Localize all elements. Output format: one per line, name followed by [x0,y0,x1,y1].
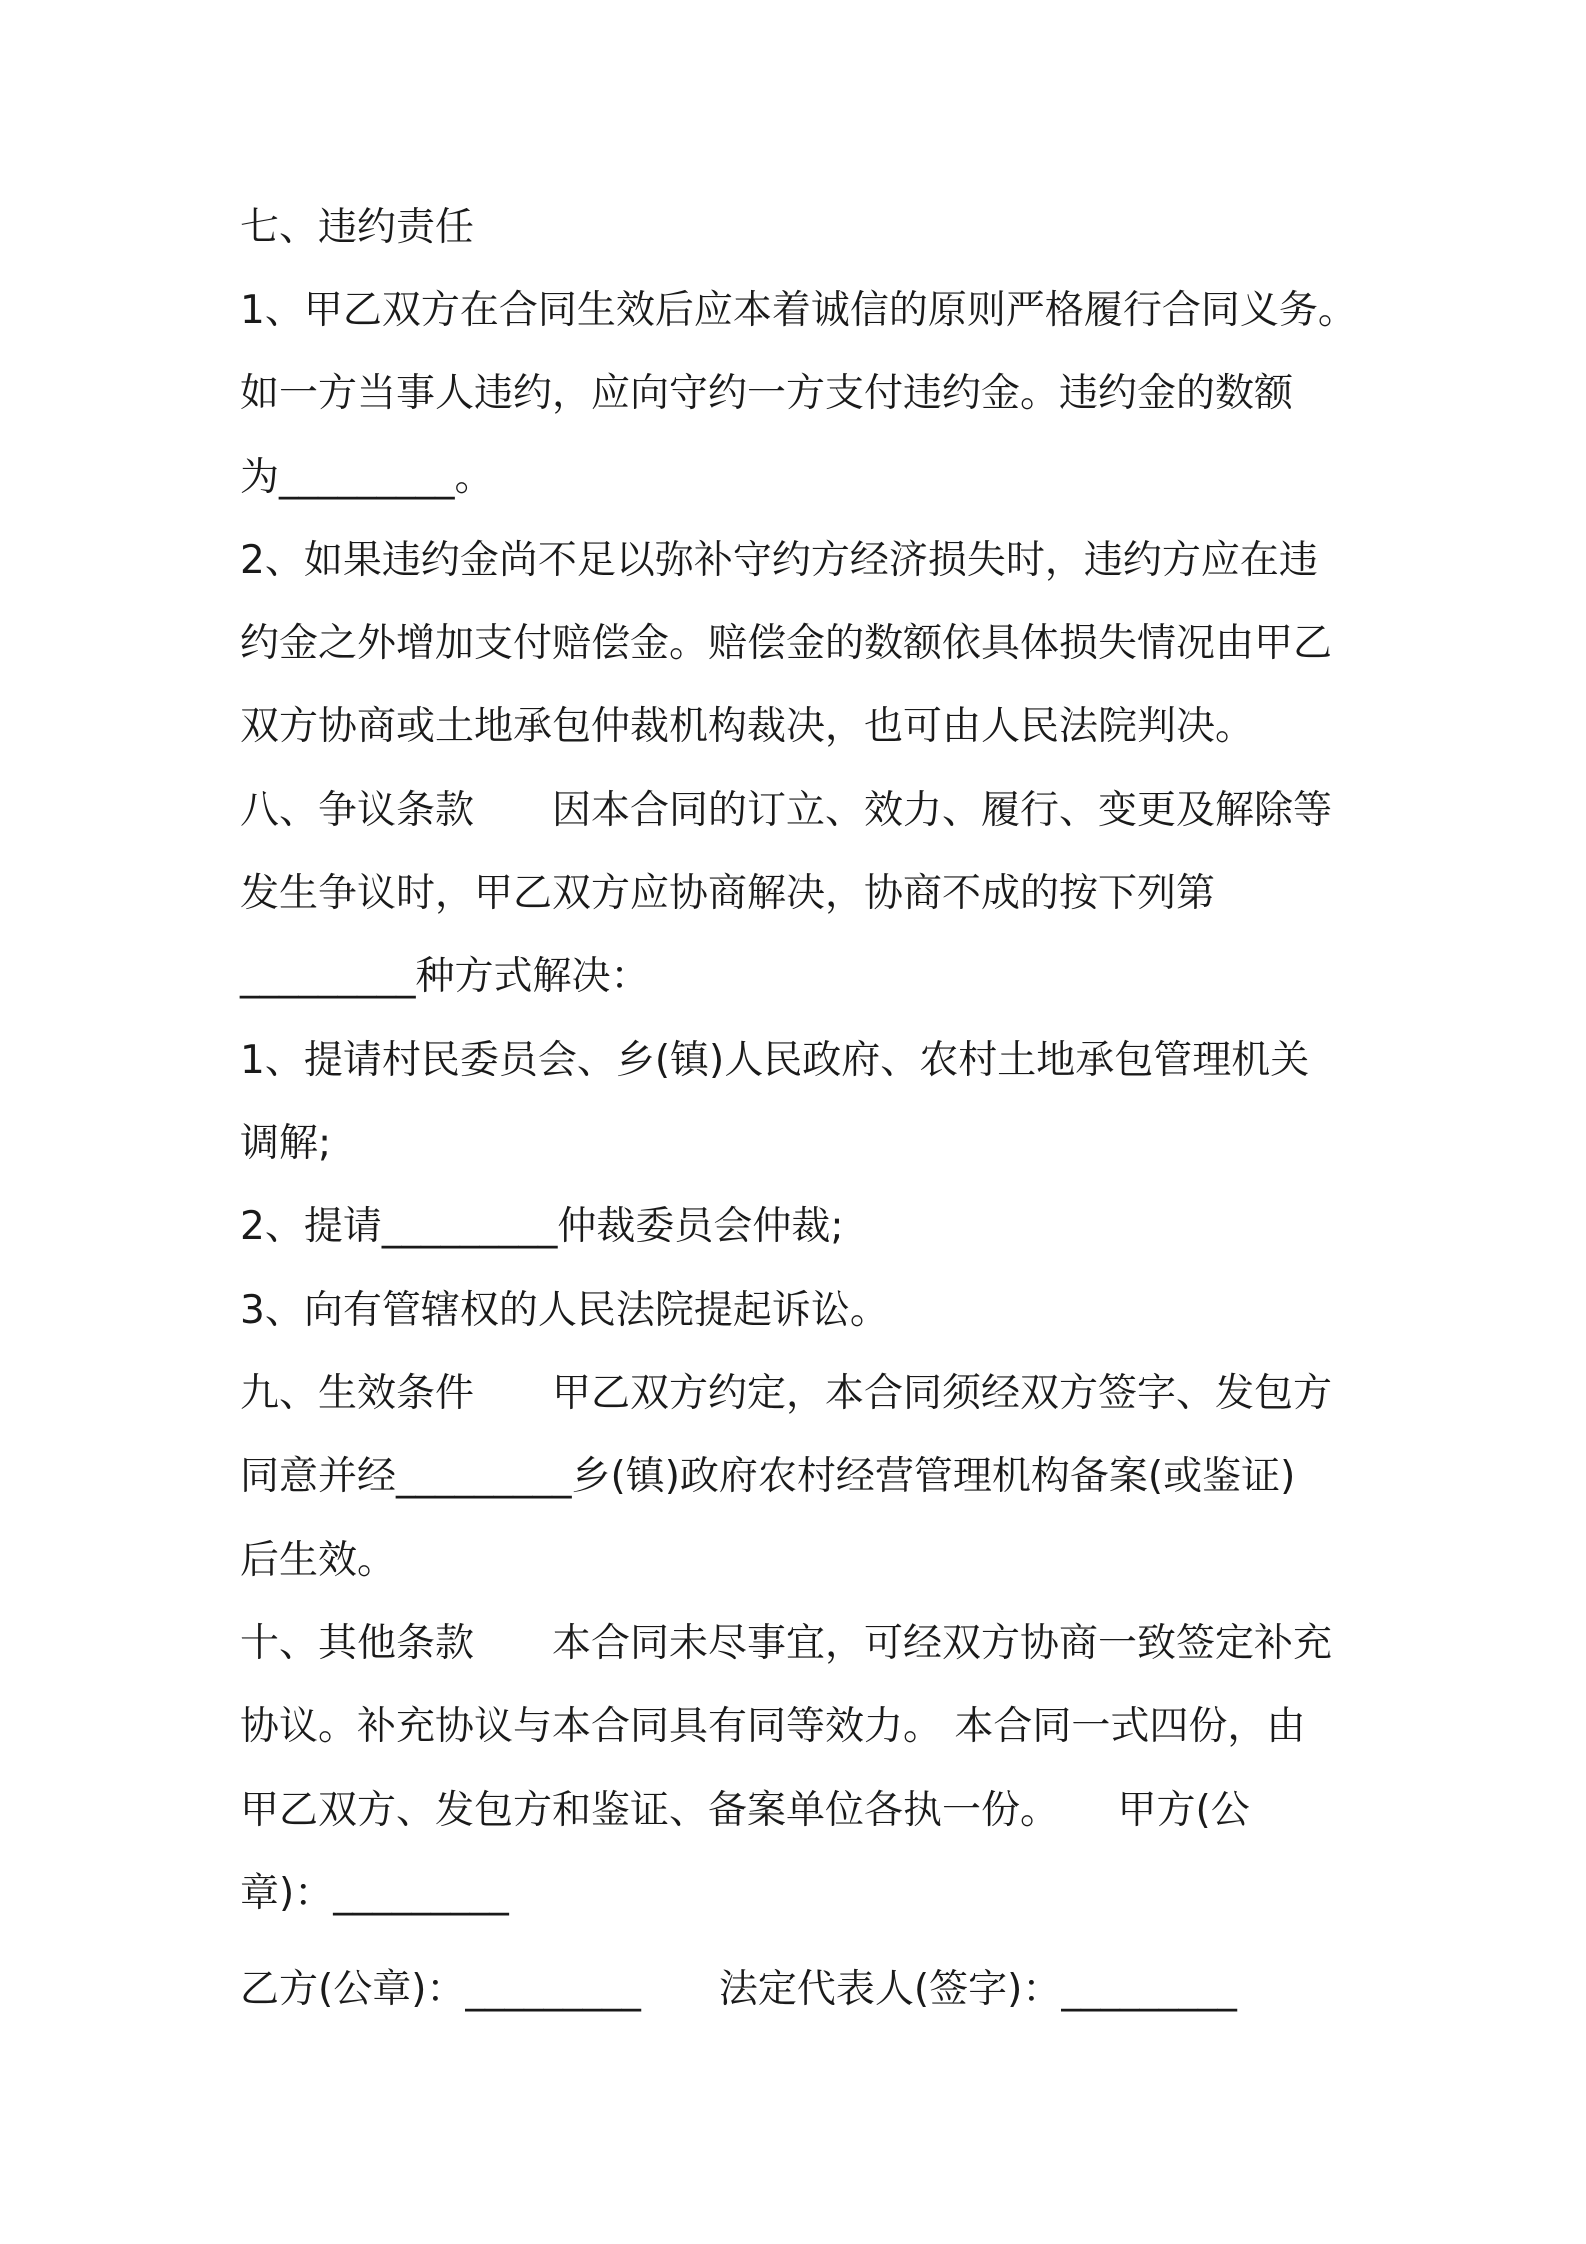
clause-8-2: 2、提请_________仲裁委员会仲裁; [240,1204,844,1249]
section-8-line-2: 发生争议时，甲乙双方应协商解决，协商不成的按下列第 [240,871,1216,916]
section-10-line-3: 甲乙双方、发包方和鉴证、备案单位各执一份。 甲方(公 [240,1788,1250,1833]
party-b-signature-line: 乙方(公章)：_________ 法定代表人(签字)：_________ [240,1967,1237,2012]
clause-7-2-line-1: 2、如果违约金尚不足以弥补守约方经济损失时，违约方应在违 [240,538,1318,583]
section-8-line-1: 八、争议条款 因本合同的订立、效力、履行、变更及解除等 [240,788,1333,833]
clause-8-1-line-1: 1、提请村民委员会、乡(镇)人民政府、农村土地承包管理机关 [240,1038,1310,1083]
party-a-seal-line: 章)：_________ [240,1871,509,1916]
clause-7-1-line-3: 为_________。 [240,455,494,500]
section-9-line-3: 后生效。 [240,1538,397,1583]
section-8-line-3: _________种方式解决： [240,954,650,999]
section-10-line-1: 十、其他条款 本合同未尽事宜，可经双方协商一致签定补充 [240,1621,1333,1666]
section-7-heading: 七、违约责任 [240,205,475,250]
clause-7-1-line-2: 如一方当事人违约，应向守约一方支付违约金。违约金的数额 [240,371,1294,416]
clause-7-2-line-2: 约金之外增加支付赔偿金。赔偿金的数额依具体损失情况由甲乙 [240,621,1333,666]
clause-7-2-line-3: 双方协商或土地承包仲裁机构裁决，也可由人民法院判决。 [240,704,1255,749]
section-9-line-1: 九、生效条件 甲乙双方约定，本合同须经双方签字、发包方 [240,1371,1333,1416]
clause-8-3: 3、向有管辖权的人民法院提起诉讼。 [240,1288,889,1333]
section-10-line-2: 协议。补充协议与本合同具有同等效力。 本合同一式四份，由 [240,1704,1306,1749]
clause-7-1-line-1: 1、甲乙双方在合同生效后应本着诚信的原则严格履行合同义务。 [240,288,1357,333]
section-9-line-2: 同意并经_________乡(镇)政府农村经营管理机构备案(或鉴证) [240,1454,1296,1499]
clause-8-1-line-2: 调解; [240,1121,332,1166]
